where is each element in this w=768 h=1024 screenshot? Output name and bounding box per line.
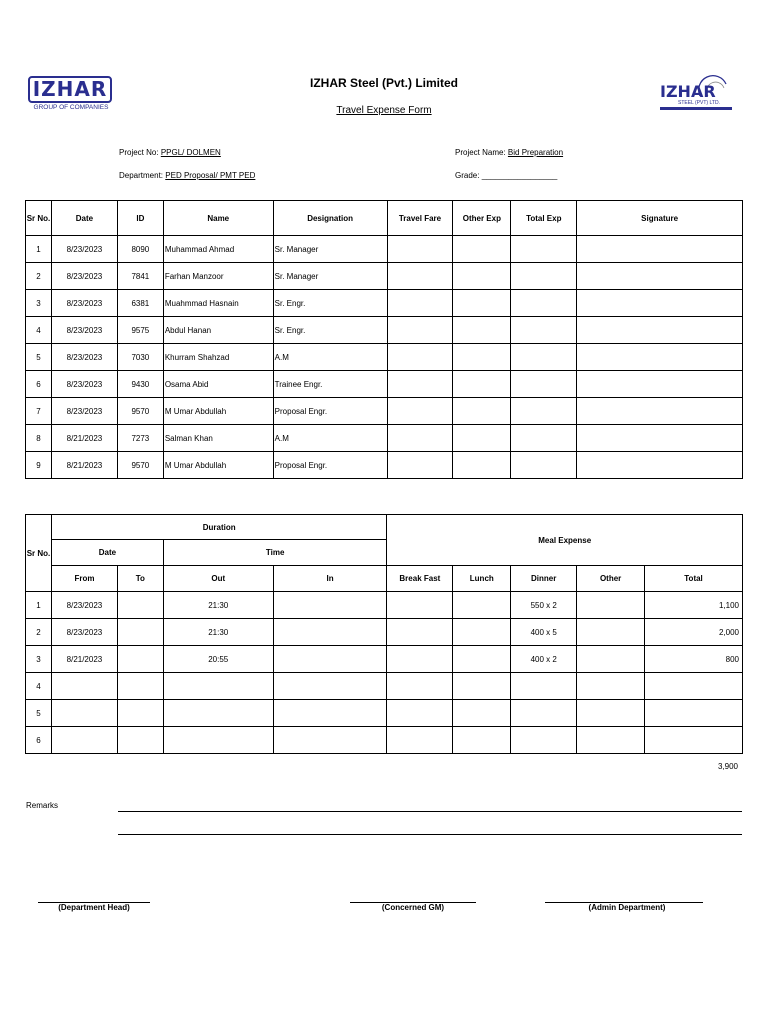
cell-name: Farhan Manzoor <box>163 263 273 290</box>
col-total: Total <box>645 566 743 592</box>
project-name-row <box>455 148 563 157</box>
project-name-label: Project Name: <box>455 148 506 157</box>
col-dinner: Dinner <box>511 566 577 592</box>
table-row <box>26 646 743 673</box>
table-row <box>26 398 743 425</box>
table-row <box>26 236 743 263</box>
cell-date: 8/23/2023 <box>51 371 117 398</box>
cell-lunch <box>453 727 511 754</box>
cell-in <box>273 700 387 727</box>
col-travel-fare: Travel Fare <box>387 201 453 236</box>
cell-sr: 7 <box>26 398 52 425</box>
cell-travel-fare <box>387 371 453 398</box>
cell-id: 9575 <box>117 317 163 344</box>
table-row <box>26 263 743 290</box>
cell-name: M Umar Abdullah <box>163 452 273 479</box>
cell-other <box>577 727 645 754</box>
cell-breakfast <box>387 592 453 619</box>
col-designation: Designation <box>273 201 387 236</box>
cell-signature <box>577 425 743 452</box>
logo-right-name: IZHAR <box>660 82 716 101</box>
cell-sr: 2 <box>26 263 52 290</box>
cell-from <box>51 673 117 700</box>
cell-designation: Proposal Engr. <box>273 398 387 425</box>
cell-to <box>117 619 163 646</box>
cell-date: 8/21/2023 <box>51 425 117 452</box>
cell-to <box>117 592 163 619</box>
col-meal-expense: Meal Expense <box>387 515 743 566</box>
cell-sr: 5 <box>26 344 52 371</box>
cell-from: 8/23/2023 <box>51 619 117 646</box>
cell-out: 21:30 <box>163 619 273 646</box>
cell-out <box>163 673 273 700</box>
cell-total-exp <box>511 290 577 317</box>
department-label: Department: <box>119 171 164 180</box>
cell-id: 6381 <box>117 290 163 317</box>
cell-designation: A.M <box>273 344 387 371</box>
table-row <box>26 344 743 371</box>
col-time: Time <box>163 540 387 566</box>
grade-row <box>455 171 557 180</box>
col-date: Date <box>51 201 117 236</box>
page-title: IZHAR Steel (Pvt.) Limited <box>309 76 458 90</box>
department-value: PED Proposal/ PMT PED <box>165 171 256 180</box>
cell-other-exp <box>453 398 511 425</box>
cell-total-exp <box>511 398 577 425</box>
cell-total <box>645 673 743 700</box>
table-row <box>26 673 743 700</box>
gm-label: (Concerned GM) <box>381 903 445 912</box>
cell-sr: 4 <box>26 673 52 700</box>
cell-travel-fare <box>387 344 453 371</box>
cell-name: Muahmmad Hasnain <box>163 290 273 317</box>
table-row <box>26 452 743 479</box>
cell-in <box>273 673 387 700</box>
cell-name: M Umar Abdullah <box>163 398 273 425</box>
table-row <box>26 371 743 398</box>
col-out: Out <box>163 566 273 592</box>
col-signature: Signature <box>577 201 743 236</box>
cell-sr: 1 <box>26 236 52 263</box>
col-total-exp: Total Exp <box>511 201 577 236</box>
cell-sr: 2 <box>26 619 52 646</box>
cell-out: 21:30 <box>163 592 273 619</box>
cell-lunch <box>453 592 511 619</box>
cell-designation: Sr. Engr. <box>273 290 387 317</box>
remarks-line-1 <box>118 811 742 812</box>
cell-date: 8/21/2023 <box>51 452 117 479</box>
cell-total: 800 <box>645 646 743 673</box>
col-to: To <box>117 566 163 592</box>
cell-date: 8/23/2023 <box>51 344 117 371</box>
cell-signature <box>577 371 743 398</box>
cell-other <box>577 700 645 727</box>
cell-from: 8/21/2023 <box>51 646 117 673</box>
col-other-exp: Other Exp <box>453 201 511 236</box>
table-row <box>26 290 743 317</box>
department-row <box>119 171 255 180</box>
cell-total: 2,000 <box>645 619 743 646</box>
admin-label: (Admin Department) <box>588 903 666 912</box>
cell-name: Osama Abid <box>163 371 273 398</box>
employee-expense-table <box>25 200 743 479</box>
cell-name: Salman Khan <box>163 425 273 452</box>
project-no-row <box>119 148 221 157</box>
project-name-value: Bid Preparation <box>507 148 564 157</box>
cell-travel-fare <box>387 236 453 263</box>
logo-left-name: IZHAR <box>32 77 108 101</box>
col-sr-no: Sr No. <box>26 201 52 236</box>
col-duration: Duration <box>51 515 386 540</box>
cell-other-exp <box>453 344 511 371</box>
cell-total: 1,100 <box>645 592 743 619</box>
cell-breakfast <box>387 619 453 646</box>
cell-breakfast <box>387 727 453 754</box>
duration-header-row <box>26 515 743 540</box>
cell-id: 7030 <box>117 344 163 371</box>
cell-in <box>273 727 387 754</box>
grade-value: _________________ <box>481 171 558 180</box>
cell-dinner: 550 x 2 <box>511 592 577 619</box>
cell-signature <box>577 290 743 317</box>
cell-sr: 4 <box>26 317 52 344</box>
table-row <box>26 425 743 452</box>
remarks-label: Remarks <box>26 801 59 810</box>
cell-signature <box>577 236 743 263</box>
col-id: ID <box>117 201 163 236</box>
cell-other-exp <box>453 236 511 263</box>
cell-designation: A.M <box>273 425 387 452</box>
table-row <box>26 727 743 754</box>
cell-id: 9570 <box>117 452 163 479</box>
cell-out <box>163 727 273 754</box>
cell-id: 7841 <box>117 263 163 290</box>
cell-total-exp <box>511 344 577 371</box>
grand-total: 3,900 <box>717 762 738 771</box>
cell-lunch <box>453 673 511 700</box>
remarks-line-2 <box>118 834 742 835</box>
cell-travel-fare <box>387 263 453 290</box>
col-date: Date <box>51 540 163 566</box>
form-subtitle: Travel Expense Form <box>336 105 432 116</box>
cell-other <box>577 673 645 700</box>
cell-name: Abdul Hanan <box>163 317 273 344</box>
cell-designation: Sr. Manager <box>273 236 387 263</box>
cell-date: 8/23/2023 <box>51 236 117 263</box>
cell-total <box>645 727 743 754</box>
cell-travel-fare <box>387 317 453 344</box>
cell-total-exp <box>511 263 577 290</box>
cell-total-exp <box>511 425 577 452</box>
cell-designation: Proposal Engr. <box>273 452 387 479</box>
cell-designation: Sr. Engr. <box>273 317 387 344</box>
col-from: From <box>51 566 117 592</box>
col-lunch: Lunch <box>453 566 511 592</box>
cell-name: Khurram Shahzad <box>163 344 273 371</box>
cell-date: 8/23/2023 <box>51 290 117 317</box>
logo-right-tagline: STEEL (PVT) LTD. <box>678 100 720 106</box>
cell-id: 8090 <box>117 236 163 263</box>
table-row <box>26 700 743 727</box>
cell-breakfast <box>387 673 453 700</box>
cell-travel-fare <box>387 425 453 452</box>
cell-from <box>51 727 117 754</box>
cell-sr: 3 <box>26 290 52 317</box>
cell-date: 8/23/2023 <box>51 263 117 290</box>
cell-signature <box>577 344 743 371</box>
table-row <box>26 317 743 344</box>
table-row <box>26 619 743 646</box>
cell-id: 9430 <box>117 371 163 398</box>
cell-id: 9570 <box>117 398 163 425</box>
cell-sr: 8 <box>26 425 52 452</box>
cell-designation: Sr. Manager <box>273 263 387 290</box>
col-sr-no: Sr No. <box>26 515 52 592</box>
cell-sr: 1 <box>26 592 52 619</box>
logo-left-tagline: GROUP OF COMPANIES <box>33 104 109 111</box>
cell-other-exp <box>453 317 511 344</box>
cell-total-exp <box>511 236 577 263</box>
cell-other-exp <box>453 290 511 317</box>
cell-to <box>117 700 163 727</box>
cell-out <box>163 700 273 727</box>
cell-travel-fare <box>387 398 453 425</box>
cell-signature <box>577 452 743 479</box>
cell-breakfast <box>387 646 453 673</box>
cell-from <box>51 700 117 727</box>
cell-designation: Trainee Engr. <box>273 371 387 398</box>
cell-in <box>273 619 387 646</box>
cell-date: 8/23/2023 <box>51 317 117 344</box>
cell-other-exp <box>453 425 511 452</box>
cell-travel-fare <box>387 452 453 479</box>
cell-other <box>577 646 645 673</box>
cell-lunch <box>453 619 511 646</box>
cell-lunch <box>453 646 511 673</box>
cell-total <box>645 700 743 727</box>
cell-sr: 3 <box>26 646 52 673</box>
cell-sr: 6 <box>26 371 52 398</box>
cell-name: Muhammad Ahmad <box>163 236 273 263</box>
project-no-value: PPGL/ DOLMEN <box>160 148 221 157</box>
cell-travel-fare <box>387 290 453 317</box>
cell-dinner: 400 x 2 <box>511 646 577 673</box>
cell-sr: 9 <box>26 452 52 479</box>
cell-breakfast <box>387 700 453 727</box>
cell-id: 7273 <box>117 425 163 452</box>
col-breakfast: Break Fast <box>387 566 453 592</box>
sub-header-row <box>26 566 743 592</box>
col-in: In <box>273 566 387 592</box>
cell-sr: 6 <box>26 727 52 754</box>
cell-to <box>117 727 163 754</box>
cell-out: 20:55 <box>163 646 273 673</box>
project-no-label: Project No: <box>119 148 159 157</box>
cell-date: 8/23/2023 <box>51 398 117 425</box>
cell-dinner <box>511 727 577 754</box>
col-other: Other <box>577 566 645 592</box>
cell-dinner: 400 x 5 <box>511 619 577 646</box>
dept-head-label: (Department Head) <box>58 903 130 912</box>
grade-label: Grade: <box>455 171 480 180</box>
cell-lunch <box>453 700 511 727</box>
cell-in <box>273 592 387 619</box>
table-row <box>26 592 743 619</box>
cell-total-exp <box>511 317 577 344</box>
cell-sr: 5 <box>26 700 52 727</box>
cell-signature <box>577 317 743 344</box>
cell-total-exp <box>511 452 577 479</box>
cell-other-exp <box>453 263 511 290</box>
cell-dinner <box>511 700 577 727</box>
cell-signature <box>577 263 743 290</box>
cell-other-exp <box>453 371 511 398</box>
cell-other <box>577 592 645 619</box>
cell-signature <box>577 398 743 425</box>
cell-to <box>117 673 163 700</box>
cell-other-exp <box>453 452 511 479</box>
cell-other <box>577 619 645 646</box>
cell-to <box>117 646 163 673</box>
cell-dinner <box>511 673 577 700</box>
col-name: Name <box>163 201 273 236</box>
cell-from: 8/23/2023 <box>51 592 117 619</box>
cell-total-exp <box>511 371 577 398</box>
duration-meal-table <box>25 514 743 754</box>
table-header-row <box>26 201 743 236</box>
cell-in <box>273 646 387 673</box>
